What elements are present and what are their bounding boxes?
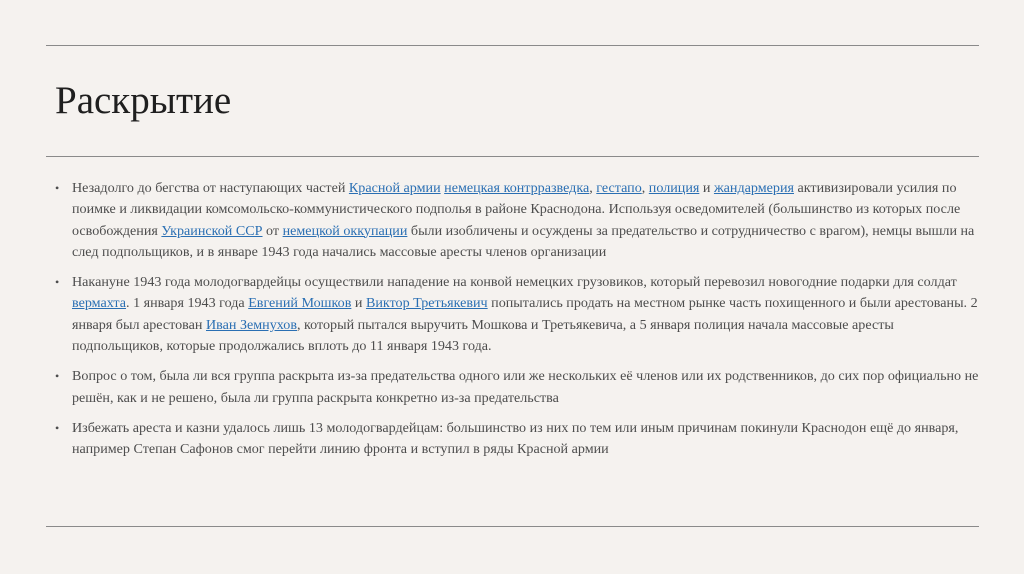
- wiki-link[interactable]: Виктор Третьякевич: [365, 295, 488, 312]
- wiki-link[interactable]: Иван Земнухов: [205, 316, 297, 333]
- bullet-item: [55, 418, 979, 461]
- top-divider: [46, 45, 979, 46]
- bullet-dot-icon: •: [55, 420, 60, 435]
- bullet-text: Вопрос о том, была ли вся группа раскрыта из-за предательства одного или же нескольких её членов или их родственников, до сих пор официально не решён, как и не решено, была ли группа раскрыта конкретно из-за предательства: [72, 368, 979, 406]
- bullet-text: и: [699, 180, 714, 196]
- bullet-text: активизировали усилия по поимке и ликвидации комсомольско-коммунистического подполья в районе Краснодона. Используя осведомителей (большинство из которых после освобождения: [72, 180, 961, 239]
- bullet-item: [55, 366, 979, 409]
- bullet-text: ,: [641, 180, 649, 196]
- wiki-link[interactable]: Украинской ССР: [161, 222, 263, 239]
- bullet-text: . 1 января 1943 года: [126, 295, 249, 312]
- wiki-link[interactable]: Евгений Мошков: [248, 295, 352, 312]
- bullet-text: Незадолго до бегства от наступающих частей: [72, 180, 349, 196]
- bullet-text: Накануне 1943 года молодогвардейцы осуществили нападение на конвой немецких грузовиков, который перевозил новогодние подарки для солдат: [72, 274, 957, 291]
- bullet-list: [55, 178, 979, 470]
- bullet-text: были изобличены и осуждены за предательство и сотрудничество с врагом), немцы вышли на след подпольщиков, и в январе 1943 года начались массовые аресты членов организации: [72, 222, 975, 260]
- bullet-item: [55, 272, 979, 357]
- wiki-link[interactable]: гестапо: [596, 180, 642, 196]
- bullet-dot-icon: •: [55, 369, 60, 384]
- bullet-dot-icon: •: [55, 275, 60, 290]
- wiki-link[interactable]: немецкая контрразведка: [444, 180, 590, 196]
- title-divider: [46, 156, 979, 157]
- bullet-text: попытались продать на местном рынке часть похищенного и были арестованы. 2 января был арестован: [72, 295, 978, 333]
- wiki-link[interactable]: немецкой оккупации: [282, 222, 408, 239]
- wiki-link[interactable]: полиция: [648, 180, 700, 196]
- bottom-divider: [46, 526, 979, 527]
- bullet-text: ,: [589, 180, 597, 196]
- bullet-text: и: [351, 295, 366, 312]
- bullet-dot-icon: •: [55, 181, 60, 195]
- bullet-item: [55, 178, 979, 263]
- bullet-text: , который пытался выручить Мошкова и Третьякевича, а 5 января полиция начала массовые аресты подпольщиков, которые продолжались вплоть до 11 января 1943 года.: [72, 316, 894, 355]
- bullet-text: Избежать ареста и казни удалось лишь 13 молодогвардейцам: большинство из них по тем или иным причинам покинули Краснодон ещё до января, например Степан Сафонов смог перейти линию фронта и вступил в ряды Красной армии: [72, 419, 959, 458]
- slide-title: Раскрытие: [55, 79, 232, 122]
- wiki-link[interactable]: вермахта: [72, 295, 127, 312]
- wiki-link[interactable]: Красной армии: [348, 180, 441, 196]
- bullet-text: от: [262, 222, 283, 239]
- wiki-link[interactable]: жандармерия: [713, 180, 794, 196]
